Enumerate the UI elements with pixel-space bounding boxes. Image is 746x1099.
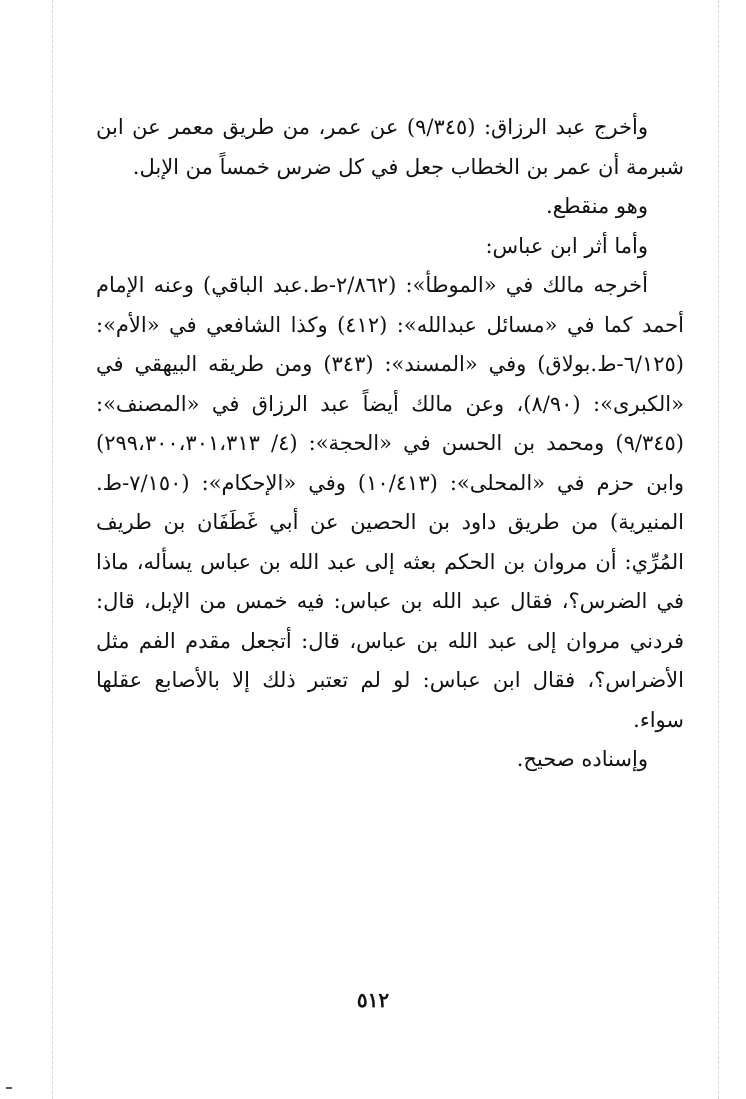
main-text	[96, 108, 684, 780]
paragraph-isnad: وإسناده صحيح.	[516, 747, 648, 771]
page-number: ٥١٢	[356, 988, 390, 1012]
paragraph-ibn-abbas-heading: وأما أثر ابن عباس:	[485, 233, 648, 258]
paragraph-takhrij: أخرجه مالك في «الموطأ»: (٢/٨٦٢-ط.عبد الباقي) وعنه الإمام أحمد كما في «مسائل عبدالله»: (٤١٢) وكذا الشافعي في «الأم»: (٦/١٢٥-ط.بولاق) وفي «المسند»: (٣٤٣) ومن طريقه البيهقي في «الكبرى»: (٨/٩٠)، وعن مالك أيضاً عبد الرزاق في «المصنف»: (٩/٣٤٥) ومحمد بن الحسن في «الحجة»: (٤/ ٢٩٩،٣٠٠،٣٠١،٣١٣) وابن حزم في «المحلى»: (١٠/٤١٣) وفي «الإحكام»: (٧/١٥٠-ط. المنيرية) من طريق داود بن الحصين عن أبي غَطَفَان بن طريف المُرِّي: أن مروان بن الحكم بعثه إلى عبد الله بن عباس يسأله، ماذا في الضرس؟، فقال عبد الله بن عباس: فيه خمس من الإبل، قال: فردني مروان إلى عبد الله بن عباس، قال: أتجعل مقدم الفم مثل الأضراس؟، فقال ابن عباس: لو لم تعتبر ذلك إلا بالأصابع عقلها سواء.	[96, 273, 685, 732]
scan-edge-mark	[6, 1087, 12, 1089]
page-fold-line	[718, 0, 719, 1099]
paragraph-abdulrazzaq: وأخرج عبد الرزاق: (٩/٣٤٥) عن عمر، من طريق معمر عن ابن شبرمة أن عمر بن الخطاب جعل في كل ضرس خمساً من الإبل.	[96, 115, 684, 179]
paragraph-munqati: وهو منقطع.	[545, 194, 648, 218]
page-fold-line	[52, 0, 53, 1099]
